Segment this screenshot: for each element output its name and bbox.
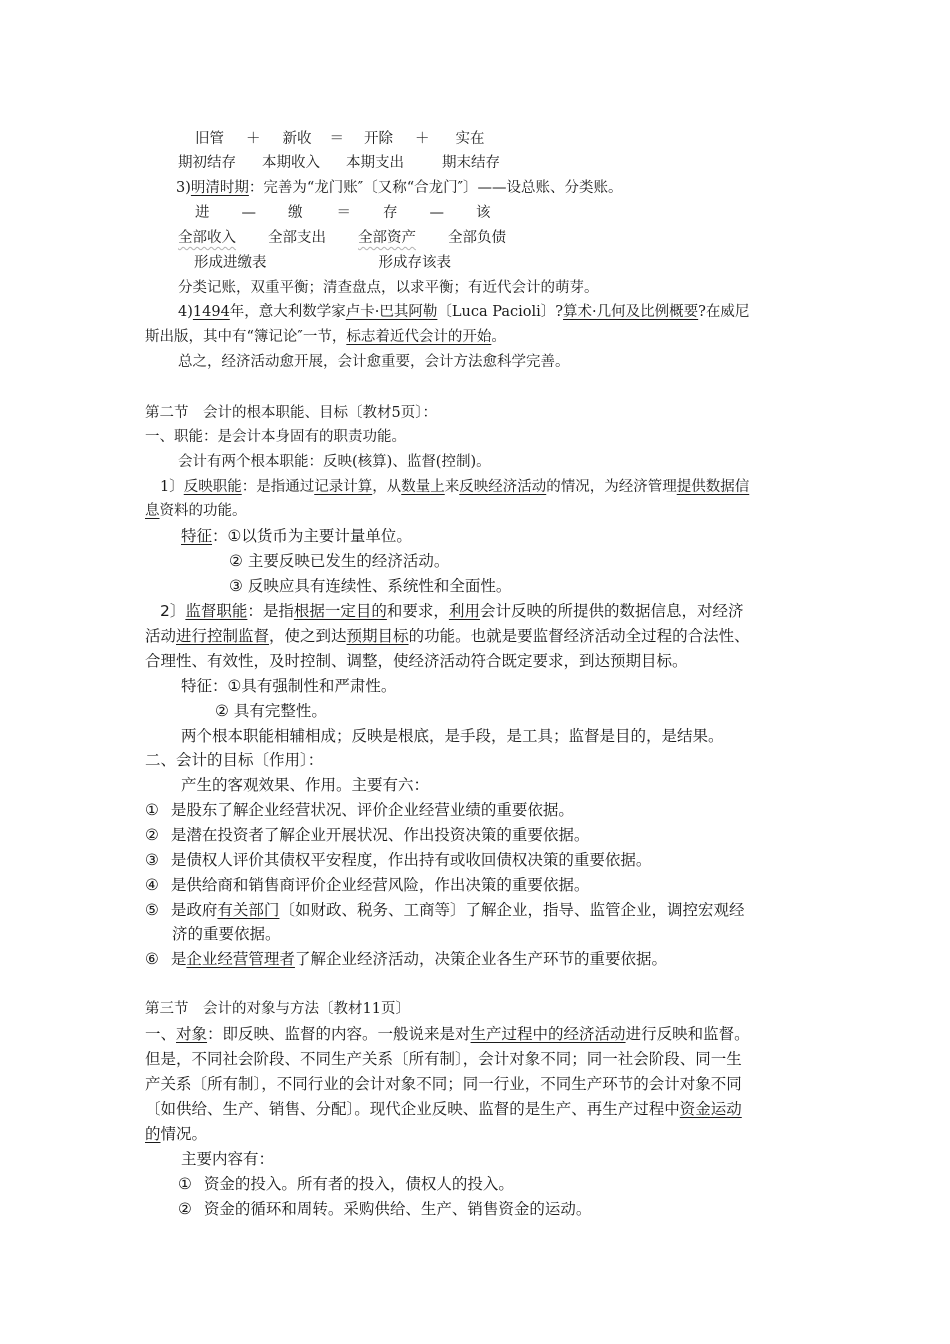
goal-item-cont: 济的重要依据。 bbox=[172, 925, 281, 943]
section3-heading: 第三节 会计的对象与方法〔教材11页〕 bbox=[145, 1001, 410, 1017]
goal-heading: 二、会计的目标〔作用〕： bbox=[145, 751, 324, 769]
content-item: ② 资金的循环和周转。采购供给、生产、销售资金的运动。 bbox=[178, 1200, 592, 1218]
formula-tables: 形成进缴表 形成存该表 bbox=[194, 255, 451, 271]
goal-item: ④ 是供给商和销售商评价企业经营风险，作出决策的重要依据。 bbox=[145, 876, 590, 894]
formula-jiuguan: 旧管 ＋ 新收 ＝ 开除 ＋ 实在 bbox=[195, 131, 485, 147]
supervise-function-cont2: 合理性、有效性，及时控制、调整，使经济活动符合既定要求，到达预期目标。 bbox=[145, 652, 688, 670]
object-text: 〔如供给、生产、销售、分配〕。现代企业反映、监督的是生产、再生产过程中资金运动 bbox=[145, 1100, 742, 1118]
supervise-function-cont: 活动进行控制监督，使之到达预期目标的功能。也就是要监督经济活动全过程的合法性、 bbox=[145, 627, 750, 645]
goal-item: ⑥ 是企业经营管理者了解企业经济活动，决策企业各生产环节的重要依据。 bbox=[145, 950, 667, 968]
formula-jiuguan-terms: 期初结存 本期收入 本期支出 期末结存 bbox=[178, 155, 500, 171]
formula-jin-jiao: 进 — 缴 ＝ 存 — 该 bbox=[195, 205, 491, 221]
functions-relation: 两个根本职能相辅相成；反映是根底，是手段，是工具；监督是目的，是结果。 bbox=[181, 727, 724, 745]
object-text: 但是，不同社会阶段、不同生产关系〔所有制〕，会计对象不同；同一社会阶段、同一生 bbox=[145, 1050, 742, 1068]
goal-item: ③ 是债权人评价其债权平安程度，作出持有或收回债权决策的重要依据。 bbox=[145, 851, 652, 869]
reflect-function: 1〕反映职能：是指通过记录计算，从数量上来反映经济活动的情况，为经济管理提供数据信 bbox=[160, 479, 750, 495]
conclusion: 总之，经济活动愈开展，会计愈重要，会计方法愈科学完善。 bbox=[178, 354, 570, 370]
two-functions: 会计有两个根本职能：反映(核算)、监督(控制)。 bbox=[178, 454, 491, 470]
reflect-feature-3: ③ 反映应具有连续性、系统性和全面性。 bbox=[229, 577, 512, 595]
goal-item: ⑤ 是政府有关部门〔如财政、税务、工商等〕了解企业，指导、监管企业，调控宏观经 bbox=[145, 901, 745, 919]
supervise-feature-2: ② 具有完整性。 bbox=[215, 702, 327, 720]
supervise-function: 2〕监督职能：是指根据一定目的和要求，利用会计反映的所提供的数据信息，对经济 bbox=[160, 602, 744, 620]
reflect-feature-1: 特征：①以货币为主要计量单位。 bbox=[181, 527, 412, 545]
item-1494: 4)1494年，意大利数学家卢卡·巴其阿勒〔Luca Pacioli〕?算术·几何及比例概要?在威尼 bbox=[178, 304, 750, 320]
supervise-feature-1: 特征：①具有强制性和严肃性。 bbox=[181, 677, 397, 695]
reflect-function-cont: 息资料的功能。 bbox=[145, 503, 247, 519]
content-item: ① 资金的投入。所有者的投入，债权人的投入。 bbox=[178, 1175, 514, 1193]
object-text: 产关系〔所有制〕，不同行业的会计对象不同；同一行业，不同生产环节的会计对象不同 bbox=[145, 1075, 742, 1093]
ming-qing-period: 3)明清时期：完善为“龙门账″〔又称“合龙门″〕——设总账、分类账。 bbox=[176, 180, 623, 196]
goal-item: ② 是潜在投资者了解企业开展状况、作出投资决策的重要依据。 bbox=[145, 826, 590, 844]
object-text: 的情况。 bbox=[145, 1125, 208, 1143]
goal-item: ① 是股东了解企业经营状况、评价企业经营业绩的重要依据。 bbox=[145, 801, 574, 819]
reflect-feature-2: ② 主要反映已发生的经济活动。 bbox=[229, 552, 450, 570]
goal-intro: 产生的客观效果、作用。主要有六： bbox=[181, 776, 430, 794]
ming-summary: 分类记账，双重平衡；清查盘点，以求平衡；有近代会计的萌芽。 bbox=[178, 280, 599, 296]
formula-jin-jiao-terms: 全部收入 全部支出 全部资产 全部负债 bbox=[178, 230, 506, 246]
section2-heading: 第二节 会计的根本职能、目标〔教材5页〕： bbox=[145, 405, 437, 421]
item-1494-cont: 斯出版，其中有“簿记论″一节，标志着近代会计的开始。 bbox=[145, 329, 506, 345]
main-content-heading: 主要内容有： bbox=[181, 1150, 275, 1168]
object-definition: 一、对象：即反映、监督的内容。一般说来是对生产过程中的经济活动进行反映和监督。 bbox=[145, 1025, 750, 1043]
function-definition: 一、职能：是会计本身固有的职责功能。 bbox=[145, 429, 406, 445]
